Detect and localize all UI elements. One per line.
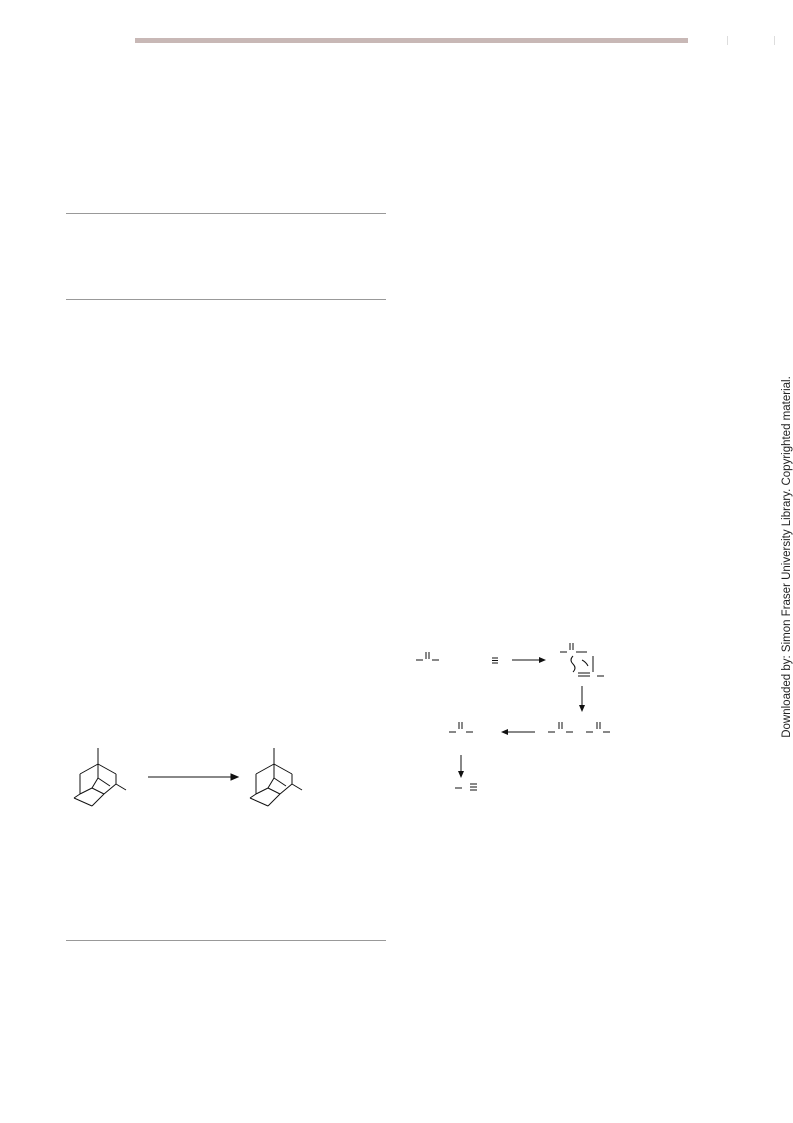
dimethyladamantane-structure-icon — [74, 748, 126, 806]
reaction-mechanism-icon — [416, 643, 610, 790]
adamantane-product-icon — [250, 748, 302, 806]
download-watermark: Downloaded by: Simon Fraser University Library. Copyrighted material. — [781, 376, 793, 738]
mechanism-arrowheads — [458, 657, 585, 778]
reaction-arrow-right — [148, 774, 238, 780]
